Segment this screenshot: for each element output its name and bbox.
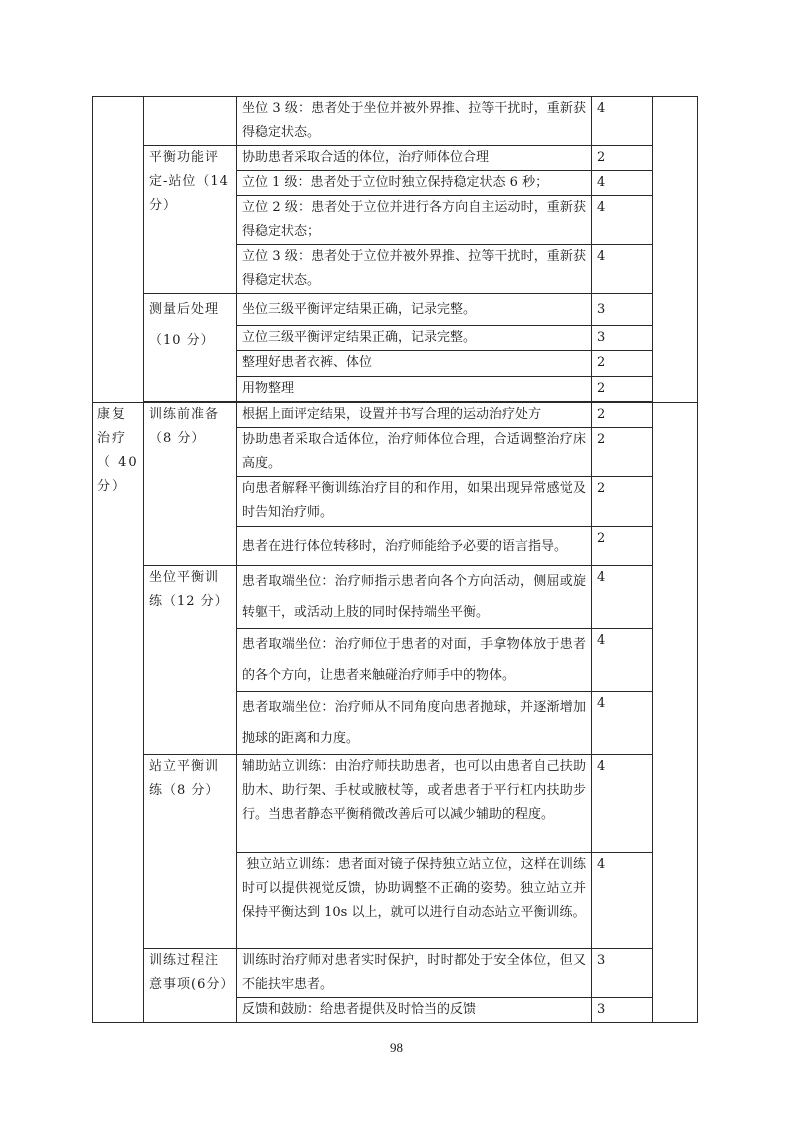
item-score: 2 (592, 403, 653, 428)
item-score: 2 (592, 351, 653, 377)
item-score: 3 (592, 326, 653, 351)
item-score: 2 (592, 527, 653, 566)
table-row (93, 566, 698, 629)
item-text: 根据上面评定结果，设置并书写合理的运动治疗处方 (237, 403, 592, 428)
item-text: 坐位 3 级：患者处于坐位并被外界推、拉等干扰时，重新获得稳定状态。 (237, 97, 592, 146)
item-score: 2 (592, 146, 653, 171)
category-cell: 康复治疗（ 40 分） (93, 403, 144, 1023)
page-number: 98 (390, 1040, 403, 1055)
item-score: 4 (592, 171, 653, 196)
item-text: 患者取端坐位：治疗师位于患者的对面，手拿物体放于患者的各个方向，让患者来触碰治疗师手中的物体。 (237, 629, 592, 692)
item-score: 4 (592, 755, 653, 853)
remark-cell (653, 97, 698, 403)
scoring-table (92, 96, 698, 1023)
item-score: 4 (592, 853, 653, 949)
item-score: 3 (592, 949, 653, 998)
item-score: 4 (592, 629, 653, 692)
item-score: 2 (592, 377, 653, 402)
remark-cell (653, 403, 698, 1023)
group-cell: 训练过程注意事项(6分） (144, 949, 237, 1023)
item-text: 整理好患者衣裤、体位 (237, 351, 592, 377)
item-score: 4 (592, 196, 653, 245)
item-score: 4 (592, 97, 653, 146)
item-text: 立位 2 级：患者处于立位并进行各方向自主运动时，重新获得稳定状态； (237, 196, 592, 245)
item-text: 患者在进行体位转移时，治疗师能给予必要的语言指导。 (237, 527, 592, 566)
item-score: 2 (592, 428, 653, 477)
item-text: 辅助站立训练：由治疗师扶助患者，也可以由患者自己扶助肋木、助行架、手杖或腋杖等，或者患者于平行杠内扶助步行。当患者静态平衡稍微改善后可以减少辅助的程度。 (237, 755, 592, 853)
item-score: 3 (592, 294, 653, 326)
group-cell (144, 97, 237, 146)
table-row (93, 403, 698, 428)
item-score: 4 (592, 245, 653, 294)
category-cell (93, 97, 144, 403)
item-text: 训练时治疗师对患者实时保护，时时都处于安全体位，但又不能扶牢患者。 (237, 949, 592, 998)
item-text: 立位 1 级：患者处于立位时独立保持稳定状态 6 秒； (237, 171, 592, 196)
item-text: 患者取端坐位：治疗师从不同角度向患者抛球，并逐渐增加抛球的距离和力度。 (237, 692, 592, 755)
group-cell: 测量后处理（10 分） (144, 294, 237, 402)
item-score: 4 (592, 566, 653, 629)
table-row (93, 294, 698, 326)
item-text: 独立站立训练：患者面对镜子保持独立站立位，这样在训练时可以提供视觉反馈，协助调整不正确的姿势。独立站立并保持平衡达到 10s 以上，就可以进行自动态站立平衡训练。 (237, 853, 592, 949)
table-row (93, 949, 698, 998)
item-text: 患者取端坐位：治疗师指示患者向各个方向活动，侧屈或旋转躯干，或活动上肢的同时保持端坐平衡。 (237, 566, 592, 629)
item-score: 3 (592, 998, 653, 1023)
table-row (93, 755, 698, 853)
item-text: 反馈和鼓励：给患者提供及时恰当的反馈 (237, 998, 592, 1023)
item-text: 立位三级平衡评定结果正确，记录完整。 (237, 326, 592, 351)
item-score: 2 (592, 477, 653, 527)
table-row (93, 97, 698, 146)
group-cell: 站立平衡训练（8 分） (144, 755, 237, 949)
item-text: 坐位三级平衡评定结果正确，记录完整。 (237, 294, 592, 326)
group-cell: 训练前准备（8 分） (144, 403, 237, 566)
table-row (93, 146, 698, 171)
group-cell: 坐位平衡训练（12 分） (144, 566, 237, 755)
item-text: 立位 3 级：患者处于立位并被外界推、拉等干扰时，重新获得稳定状态。 (237, 245, 592, 294)
item-text: 向患者解释平衡训练治疗目的和作用，如果出现异常感觉及时告知治疗师。 (237, 477, 592, 527)
item-score: 4 (592, 692, 653, 755)
item-text: 协助患者采取合适体位，治疗师体位合理，合适调整治疗床高度。 (237, 428, 592, 477)
item-text: 用物整理 (237, 377, 592, 402)
item-text: 协助患者采取合适的体位，治疗师体位合理 (237, 146, 592, 171)
group-cell: 平衡功能评定-站位（14分） (144, 146, 237, 294)
